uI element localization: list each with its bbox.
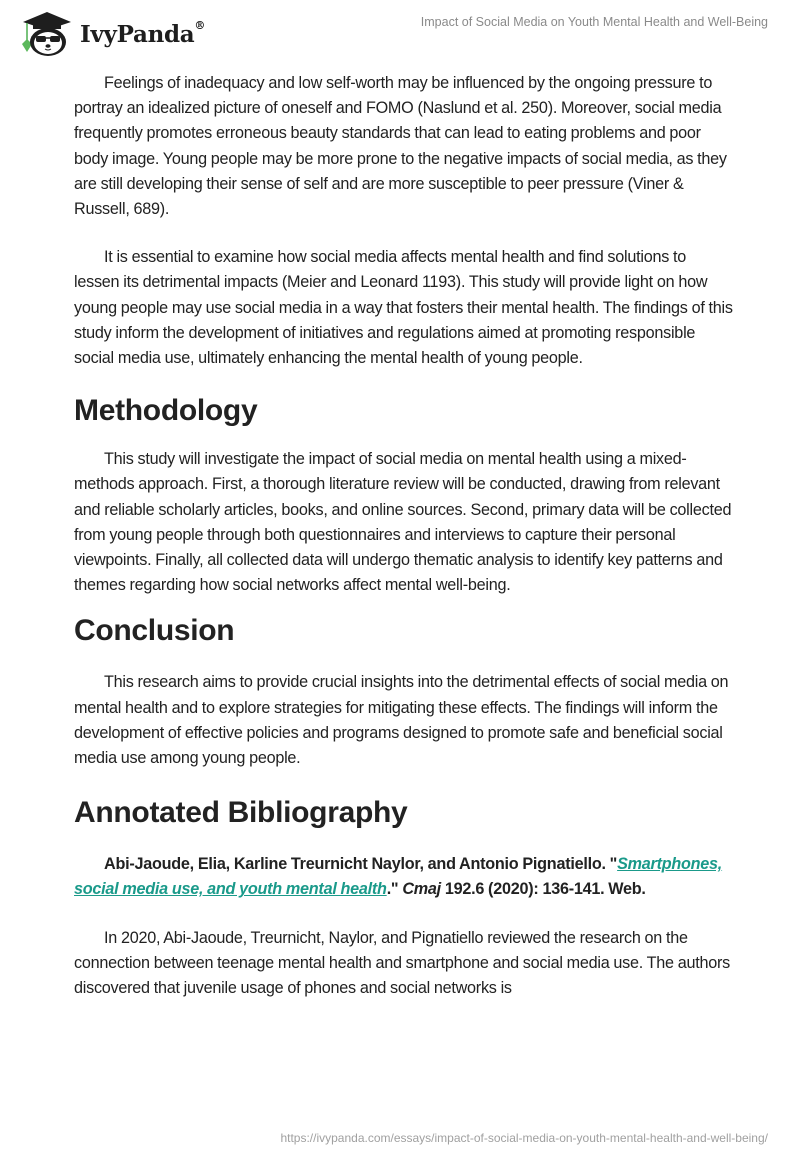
heading-methodology: Methodology [74, 394, 258, 428]
annotation-paragraph: In 2020, Abi-Jaoude, Treurnicht, Naylor, and Pignatiello reviewed the research on the connection between teenage mental health and smartphone and social media use. The authors discovered that juvenile usage of phones and social networks is [74, 928, 730, 998]
citation-authors: Abi-Jaoude, Elia, Karline Treurnicht Naylor, and Antonio Pignatiello. [104, 855, 610, 874]
essay-content [74, 71, 734, 1001]
conclusion-paragraph: This research aims to provide crucial insights into the detrimental effects of social media on mental health and to explore strategies for mitigating these effects. The findings will inform the development of effective policies and programs designed to promote safe and beneficial social media use among young people. [74, 673, 729, 768]
logo-text: IvyPanda® [80, 18, 206, 48]
body-paragraph: Feelings of inadequacy and low self-worth may be influenced by the ongoing pressure to portray an idealized picture of oneself and FOMO (Naslund et al. 250). Moreover, social media frequently promotes erroneous beauty standards that can lead to eating problems and poor body image. Young people may be more prone to the negative impacts of social media, as they are still developing their sense of self and are more susceptible to peer pressure (Viner & Russell, 689). [74, 74, 727, 219]
document-title: Impact of Social Media on Youth Mental Health and Well-Being [420, 15, 768, 29]
citation-journal: Cmaj [402, 880, 441, 899]
quote-close: ." [386, 880, 403, 899]
heading-conclusion: Conclusion [74, 614, 235, 648]
heading-annotated-bibliography: Annotated Bibliography [74, 796, 408, 830]
ivypanda-logo[interactable] [18, 8, 205, 56]
bibliography-citation [74, 852, 734, 902]
quote-open: " [609, 855, 618, 874]
page-header [0, 0, 800, 60]
citation-title-link[interactable]: Smartphones, social media use, and youth mental health [74, 855, 723, 899]
source-url[interactable]: https://ivypanda.com/essays/impact-of-social-media-on-youth-mental-health-and-well-being/ [280, 1131, 768, 1145]
panda-graduation-cap-icon [18, 8, 76, 56]
citation-details: 192.6 (2020): 136-141. Web. [440, 880, 646, 899]
body-paragraph: It is essential to examine how social media affects mental health and find solutions to lessen its detrimental impacts (Meier and Leonard 1193). This study will provide light on how young people may use social media in a way that fosters their mental health. The findings of this study inform the development of initiatives and regulations aimed at promoting responsible social media use, ultimately enhancing the mental health of young people. [74, 248, 733, 368]
methodology-paragraph: This study will investigate the impact of social media on mental health using a mixed-methods approach. First, a thorough literature review will be conducted, drawing from relevant and reliable scholarly articles, books, and online sources. Second, primary data will be collected from young people through both questionnaires and interviews to capture their personal viewpoints. Finally, all collected data will undergo thematic analysis to identify key patterns and themes regarding how social networks affect mental well-being. [74, 450, 732, 595]
